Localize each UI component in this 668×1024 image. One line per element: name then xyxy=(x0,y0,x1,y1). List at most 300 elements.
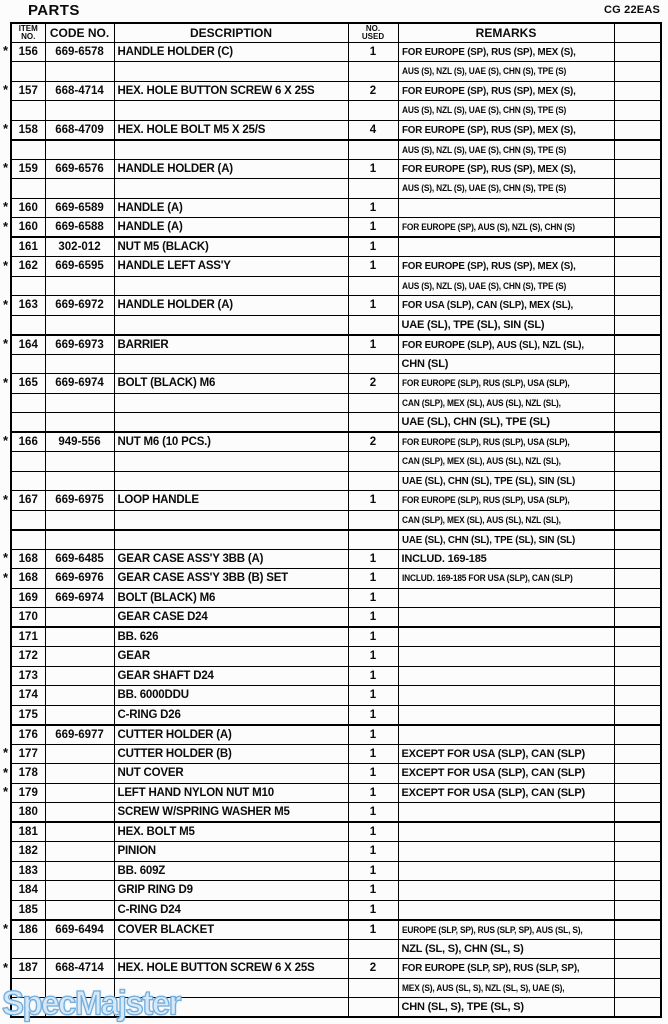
col-header-description: DESCRIPTION xyxy=(114,23,348,42)
remark-text: UAE (SL), TPE (SL), SIN (SL) xyxy=(401,318,545,331)
description-cell xyxy=(114,471,348,491)
description-cell xyxy=(114,510,348,530)
remark-cell xyxy=(398,900,614,920)
item-text: 175 xyxy=(18,708,38,721)
code-text: 669-6974 xyxy=(55,591,104,604)
description-cell xyxy=(114,959,348,979)
code-cell xyxy=(45,764,114,784)
item-text: 174 xyxy=(18,689,38,702)
description-text: BB. 609Z xyxy=(117,864,166,877)
used-cell xyxy=(348,140,398,160)
code-cell xyxy=(45,296,114,316)
code-cell xyxy=(45,725,114,745)
table-row xyxy=(11,549,661,569)
blank-cell xyxy=(614,920,661,940)
remark-cell xyxy=(398,120,614,140)
description-cell xyxy=(114,374,348,394)
remark-cell xyxy=(398,413,614,433)
description-cell xyxy=(114,62,348,82)
item-text: 173 xyxy=(18,669,38,682)
used-text: 1 xyxy=(369,241,377,253)
used-cell xyxy=(348,491,398,511)
blank-cell xyxy=(614,803,661,823)
code-text: 668-4709 xyxy=(55,123,104,136)
used-text: 1 xyxy=(369,689,377,702)
item-cell xyxy=(11,120,45,140)
code-cell xyxy=(45,42,114,62)
remark-cell xyxy=(398,237,614,257)
code-text: 669-6977 xyxy=(55,728,104,741)
item-cell xyxy=(11,315,45,335)
remark-cell xyxy=(398,374,614,394)
table-row xyxy=(11,647,661,667)
code-cell xyxy=(45,432,114,452)
used-cell xyxy=(348,120,398,140)
remark-text: FOR EUROPE (SP), RUS (SP), MEX (S), xyxy=(401,84,576,97)
code-cell xyxy=(45,530,114,550)
used-text: 1 xyxy=(369,767,377,780)
blank-cell xyxy=(614,179,661,199)
code-cell xyxy=(45,705,114,725)
table-row xyxy=(11,315,661,335)
item-cell xyxy=(11,627,45,647)
remark-text: AUS (S), NZL (S), UAE (S), CHN (S), TPE (S) xyxy=(401,66,566,78)
item-text: 177 xyxy=(18,747,38,760)
used-text: 1 xyxy=(369,669,377,682)
remark-cell xyxy=(398,432,614,452)
used-text: 1 xyxy=(369,201,377,214)
used-text: 1 xyxy=(369,747,377,760)
code-cell xyxy=(45,803,114,823)
remark-cell xyxy=(398,491,614,511)
remark-text: EXCEPT FOR USA (SLP), CAN (SLP) xyxy=(401,767,585,780)
item-cell xyxy=(11,705,45,725)
description-text: CUTTER HOLDER (A) xyxy=(117,728,232,741)
item-cell xyxy=(11,374,45,394)
remark-cell xyxy=(398,666,614,686)
item-text: 164 xyxy=(18,338,38,351)
used-cell xyxy=(348,881,398,901)
table-row xyxy=(11,81,661,101)
description-cell xyxy=(114,569,348,589)
description-cell xyxy=(114,413,348,433)
code-text: 949-556 xyxy=(58,436,101,448)
used-cell xyxy=(348,198,398,218)
table-row xyxy=(11,471,661,491)
code-cell xyxy=(45,140,114,160)
blank-cell xyxy=(614,237,661,257)
blank-cell xyxy=(614,588,661,608)
description-cell xyxy=(114,179,348,199)
description-text: HEX. HOLE BOLT M5 X 25/S xyxy=(117,123,266,136)
item-no-header-label: ITEM NO. xyxy=(18,24,38,41)
blank-cell xyxy=(614,569,661,589)
remark-text: EXCEPT FOR USA (SLP), CAN (SLP) xyxy=(401,747,585,760)
remark-text: FOR EUROPE (SP), AUS (S), NZL (S), CHN (S) xyxy=(401,222,575,233)
used-cell xyxy=(348,900,398,920)
blank-cell xyxy=(614,939,661,959)
description-cell xyxy=(114,432,348,452)
remark-cell xyxy=(398,959,614,979)
used-text: 1 xyxy=(369,572,377,585)
code-cell xyxy=(45,783,114,803)
blank-cell xyxy=(614,978,661,998)
star-marker: * xyxy=(2,764,9,780)
remark-cell xyxy=(398,159,614,179)
description-cell xyxy=(114,198,348,218)
item-text: 168 xyxy=(18,572,38,585)
blank-cell xyxy=(614,471,661,491)
used-cell xyxy=(348,783,398,803)
table-row xyxy=(11,764,661,784)
star-marker: * xyxy=(2,745,9,760)
description-text: C-RING D24 xyxy=(117,903,181,916)
blank-cell xyxy=(614,822,661,842)
description-cell xyxy=(114,725,348,745)
table-row xyxy=(11,510,661,530)
used-cell xyxy=(348,471,398,491)
code-text: 669-6972 xyxy=(55,299,104,312)
code-cell xyxy=(45,588,114,608)
remark-cell xyxy=(398,101,614,121)
blank-cell xyxy=(614,842,661,862)
remark-text: CHN (SL) xyxy=(401,357,449,370)
code-cell xyxy=(45,627,114,647)
item-text: 187 xyxy=(18,962,38,975)
remark-text: FOR EUROPE (SP), RUS (SP), MEX (S), xyxy=(401,260,576,273)
remark-cell xyxy=(398,42,614,62)
remark-text: FOR EUROPE (SLP, SP), RUS (SLP, SP), xyxy=(401,962,579,975)
item-text: 167 xyxy=(18,494,38,507)
table-row xyxy=(11,452,661,472)
table-row xyxy=(11,432,661,452)
used-cell xyxy=(348,978,398,998)
star-marker: * xyxy=(2,160,9,175)
description-cell xyxy=(114,491,348,511)
description-text: LEFT HAND NYLON NUT M10 xyxy=(117,786,274,799)
description-text: GEAR SHAFT D24 xyxy=(117,669,214,682)
remark-cell xyxy=(398,296,614,316)
item-text: 161 xyxy=(18,241,38,253)
used-cell xyxy=(348,374,398,394)
item-text: 160 xyxy=(18,201,38,214)
table-row xyxy=(11,413,661,433)
description-cell xyxy=(114,393,348,413)
blank-cell xyxy=(614,198,661,218)
description-text: HANDLE (A) xyxy=(117,201,183,214)
used-text: 1 xyxy=(369,708,377,721)
description-text: HANDLE HOLDER (A) xyxy=(117,299,233,312)
remark-cell xyxy=(398,471,614,491)
item-cell xyxy=(11,666,45,686)
item-cell xyxy=(11,81,45,101)
used-text: 1 xyxy=(369,728,377,741)
table-row xyxy=(11,627,661,647)
star-marker: * xyxy=(2,374,9,390)
code-cell xyxy=(45,491,114,511)
remark-cell xyxy=(398,315,614,335)
item-cell xyxy=(11,432,45,452)
description-text: C-RING D26 xyxy=(117,708,181,721)
remark-cell xyxy=(398,881,614,901)
item-text: 168 xyxy=(18,552,38,565)
remark-text: FOR EUROPE (SLP), AUS (SL), NZL (SL), xyxy=(401,338,584,351)
remark-text: FOR EUROPE (SP), RUS (SP), MEX (S), xyxy=(401,45,576,58)
remark-cell xyxy=(398,588,614,608)
description-text: NUT M6 (10 PCS.) xyxy=(117,436,211,448)
remark-cell xyxy=(398,179,614,199)
remark-cell xyxy=(398,218,614,238)
description-cell xyxy=(114,900,348,920)
item-cell xyxy=(11,900,45,920)
remark-text: FOR USA (SLP), CAN (SLP), MEX (SL), xyxy=(401,299,573,312)
used-cell xyxy=(348,959,398,979)
used-cell xyxy=(348,920,398,940)
table-row xyxy=(11,959,661,979)
page-title: PARTS xyxy=(28,2,80,19)
item-text: 179 xyxy=(18,786,38,799)
star-marker: * xyxy=(2,199,9,214)
code-text: 669-6576 xyxy=(55,162,104,175)
remark-cell xyxy=(398,452,614,472)
remark-cell xyxy=(398,530,614,550)
description-text: BB. 626 xyxy=(117,631,159,643)
description-cell xyxy=(114,140,348,160)
code-cell xyxy=(45,354,114,374)
used-text: 1 xyxy=(369,299,377,312)
remark-text: FOR EUROPE (SP), RUS (SP), MEX (S), xyxy=(401,123,576,136)
item-cell xyxy=(11,920,45,940)
description-cell xyxy=(114,81,348,101)
remark-cell xyxy=(398,998,614,1018)
description-cell xyxy=(114,452,348,472)
remark-text: INCLUD. 169-185 FOR USA (SLP), CAN (SLP) xyxy=(401,573,573,585)
description-text: GEAR xyxy=(117,650,150,663)
remark-cell xyxy=(398,140,614,160)
remark-cell xyxy=(398,764,614,784)
star-marker: * xyxy=(2,335,9,351)
item-cell xyxy=(11,959,45,979)
blank-cell xyxy=(614,335,661,355)
blank-cell xyxy=(614,413,661,433)
parts-table xyxy=(10,22,662,1018)
description-text: HANDLE (A) xyxy=(117,221,183,233)
used-text: 1 xyxy=(369,611,377,623)
remark-cell xyxy=(398,81,614,101)
remark-cell xyxy=(398,257,614,277)
description-text: HANDLE LEFT ASS'Y xyxy=(117,260,231,273)
table-row xyxy=(11,725,661,745)
item-text: 159 xyxy=(18,162,38,175)
blank-cell xyxy=(614,530,661,550)
remark-cell xyxy=(398,354,614,374)
star-marker: * xyxy=(2,784,9,799)
item-cell xyxy=(11,549,45,569)
remark-text: FOR EUROPE (SLP), RUS (SLP), USA (SLP), xyxy=(401,437,569,448)
table-row xyxy=(11,744,661,764)
item-cell xyxy=(11,159,45,179)
used-cell xyxy=(348,413,398,433)
table-row xyxy=(11,939,661,959)
star-marker: * xyxy=(2,218,9,234)
description-text: NUT M5 (BLACK) xyxy=(117,241,209,253)
code-cell xyxy=(45,881,114,901)
remark-cell xyxy=(398,783,614,803)
remark-cell xyxy=(398,744,614,764)
table-row xyxy=(11,900,661,920)
description-cell xyxy=(114,842,348,862)
item-text: 158 xyxy=(18,123,38,136)
remark-text: FOR EUROPE (SLP), RUS (SLP), USA (SLP), xyxy=(401,495,569,507)
code-cell xyxy=(45,939,114,959)
code-cell xyxy=(45,900,114,920)
description-cell xyxy=(114,822,348,842)
table-row xyxy=(11,218,661,238)
item-cell xyxy=(11,842,45,862)
table-row xyxy=(11,530,661,550)
description-text: HEX. HOLE BUTTON SCREW 6 X 25S xyxy=(117,962,315,975)
used-cell xyxy=(348,159,398,179)
table-row xyxy=(11,335,661,355)
description-text: GEAR CASE ASS'Y 3BB (B) SET xyxy=(117,572,289,585)
col-header-code-no: CODE NO. xyxy=(45,23,114,42)
code-text: 669-6976 xyxy=(55,572,104,585)
used-text: 1 xyxy=(369,786,377,799)
blank-cell xyxy=(614,608,661,628)
code-text: 669-6975 xyxy=(55,494,104,507)
description-text: HANDLE HOLDER (C) xyxy=(117,45,233,58)
used-cell xyxy=(348,549,398,569)
blank-cell xyxy=(614,159,661,179)
description-text: BB. 6000DDU xyxy=(117,689,189,702)
blank-cell xyxy=(614,42,661,62)
blank-cell xyxy=(614,959,661,979)
code-text: 669-6589 xyxy=(55,201,104,214)
blank-cell xyxy=(614,666,661,686)
description-cell xyxy=(114,120,348,140)
blank-cell xyxy=(614,374,661,394)
code-text: 668-4714 xyxy=(55,962,104,975)
code-cell xyxy=(45,608,114,628)
description-text: HEX. HOLE BUTTON SCREW 6 X 25S xyxy=(117,84,315,97)
table-row xyxy=(11,881,661,901)
code-cell xyxy=(45,218,114,238)
item-text: 162 xyxy=(18,260,38,273)
table-row xyxy=(11,686,661,706)
description-text: COVER BLACKET xyxy=(117,923,214,936)
item-cell xyxy=(11,510,45,530)
star-marker: * xyxy=(2,257,9,273)
table-row xyxy=(11,666,661,686)
remark-cell xyxy=(398,198,614,218)
code-cell xyxy=(45,647,114,667)
table-row xyxy=(11,237,661,257)
table-row xyxy=(11,920,661,940)
blank-cell xyxy=(614,393,661,413)
blank-cell xyxy=(614,744,661,764)
used-cell xyxy=(348,842,398,862)
item-cell xyxy=(11,354,45,374)
code-cell xyxy=(45,686,114,706)
code-cell xyxy=(45,237,114,257)
description-cell xyxy=(114,881,348,901)
used-cell xyxy=(348,744,398,764)
used-text: 1 xyxy=(369,260,377,273)
code-cell xyxy=(45,413,114,433)
item-text: 160 xyxy=(18,221,38,233)
item-cell xyxy=(11,588,45,608)
description-cell xyxy=(114,627,348,647)
description-cell xyxy=(114,744,348,764)
code-cell xyxy=(45,62,114,82)
used-text: 2 xyxy=(369,436,377,448)
table-row xyxy=(11,783,661,803)
table-row xyxy=(11,374,661,394)
remark-text: NZL (SL, S), CHN (SL, S) xyxy=(401,942,524,955)
table-row xyxy=(11,588,661,608)
code-cell xyxy=(45,666,114,686)
item-cell xyxy=(11,822,45,842)
remark-text: FOR EUROPE (SP), RUS (SP), MEX (S), xyxy=(401,162,576,175)
remark-text: UAE (SL), CHN (SL), TPE (SL) xyxy=(401,416,550,428)
item-cell xyxy=(11,257,45,277)
used-text: 1 xyxy=(369,845,377,858)
description-cell xyxy=(114,686,348,706)
item-cell xyxy=(11,803,45,823)
table-row xyxy=(11,159,661,179)
description-cell xyxy=(114,354,348,374)
description-cell xyxy=(114,783,348,803)
blank-cell xyxy=(614,296,661,316)
remark-text: MEX (S), AUS (SL, S), NZL (SL, S), UAE (S), xyxy=(401,982,564,994)
remark-cell xyxy=(398,276,614,296)
item-text: 169 xyxy=(18,591,38,604)
item-cell xyxy=(11,413,45,433)
item-cell xyxy=(11,764,45,784)
used-cell xyxy=(348,354,398,374)
description-text: SCREW W/SPRING WASHER M5 xyxy=(117,806,290,818)
code-cell xyxy=(45,276,114,296)
blank-cell xyxy=(614,257,661,277)
used-cell xyxy=(348,686,398,706)
remark-text: AUS (S), NZL (S), UAE (S), CHN (S), TPE (S) xyxy=(401,105,566,117)
description-text: HANDLE HOLDER (A) xyxy=(117,162,233,175)
table-row xyxy=(11,393,661,413)
remark-text: CAN (SLP), MEX (SL), AUS (SL), NZL (SL), xyxy=(401,514,561,526)
used-text: 4 xyxy=(369,123,377,136)
watermark: SpecMajster xyxy=(2,983,180,1022)
table-row xyxy=(11,608,661,628)
item-cell xyxy=(11,608,45,628)
blank-cell xyxy=(614,783,661,803)
used-cell xyxy=(348,569,398,589)
remark-cell xyxy=(398,803,614,823)
star-marker: * xyxy=(2,433,9,448)
table-row xyxy=(11,179,661,199)
table-row xyxy=(11,803,661,823)
description-cell xyxy=(114,705,348,725)
remark-text: FOR EUROPE (SLP), RUS (SLP), USA (SLP), xyxy=(401,378,569,390)
item-cell xyxy=(11,335,45,355)
used-text: 2 xyxy=(369,84,377,97)
code-cell xyxy=(45,822,114,842)
blank-cell xyxy=(614,354,661,374)
blank-cell xyxy=(614,647,661,667)
table-row xyxy=(11,491,661,511)
star-marker: * xyxy=(2,959,9,975)
description-cell xyxy=(114,276,348,296)
used-text: 2 xyxy=(369,377,377,390)
